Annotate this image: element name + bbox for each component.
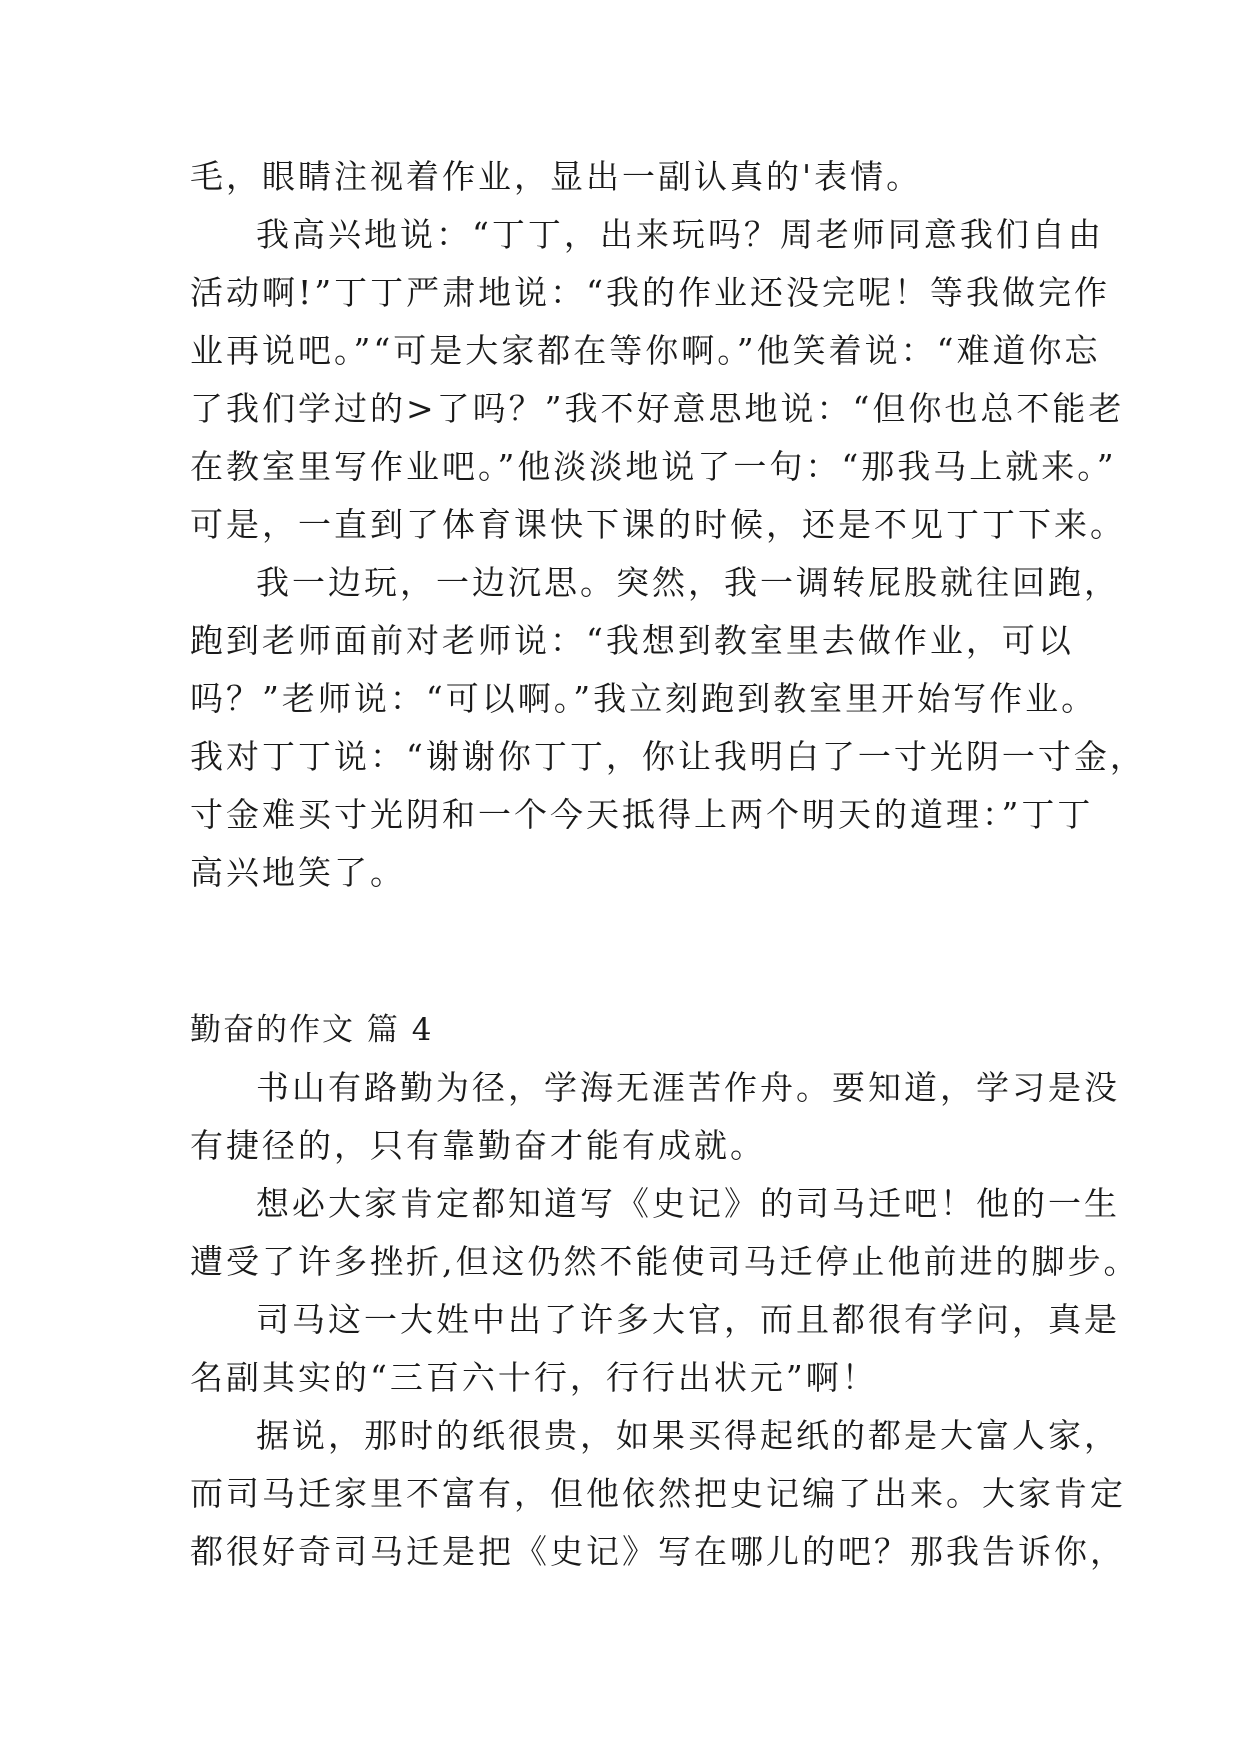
text-line: 我一边玩，一边沉思。突然，我一调转屁股就往回跑， [256, 563, 1120, 602]
text-line: 了我们学过的>了吗？”我不好意思地说：“但你也总不能老 [190, 389, 1125, 428]
text-line: 名副其实的“三百六十行，行行出状元”啊！ [190, 1358, 878, 1397]
text-line: 据说，那时的纸很贵，如果买得起纸的都是大富人家， [256, 1416, 1120, 1455]
text-line: 书山有路勤为径，学海无涯苦作舟。要知道，学习是没 [256, 1068, 1120, 1107]
text-line: 跑到老师面前对老师说：“我想到教室里去做作业，可以 [190, 621, 1074, 660]
text-line: 寸金难买寸光阴和一个今天抵得上两个明天的道理：”丁丁 [190, 795, 1094, 834]
text-line: 都很好奇司马迁是把《史记》写在哪儿的吧？那我告诉你， [190, 1532, 1126, 1571]
section-spacer [190, 902, 1070, 1001]
text-line: 想必大家肯定都知道写《史记》的司马迁吧！他的一生 [256, 1184, 1120, 1223]
text-line: 有捷径的，只有靠勤奋才能有成就。 [190, 1126, 766, 1165]
text-line: 可是，一直到了体育课快下课的时候，还是不见丁丁下来。 [190, 505, 1126, 544]
section-title: 勤奋的作文 篇 4 [190, 1012, 434, 1048]
text-line: 活动啊!”丁丁严肃地说：“我的作业还没完呢！等我做完作 [190, 273, 1111, 312]
text-line: 业再说吧。”“可是大家都在等你啊。”他笑着说：“难道你忘 [190, 331, 1101, 370]
text-line: 我高兴地说：“丁丁，出来玩吗？周老师同意我们自由 [256, 215, 1104, 254]
text-line: 遭受了许多挫折,但这仍然不能使司马迁停止他前进的脚步。 [190, 1242, 1140, 1281]
text-line: 吗？”老师说：“可以啊。”我立刻跑到教室里开始写作业。 [190, 679, 1098, 718]
text-line: 毛，眼睛注视着作业，显出一副认真的'表情。 [190, 157, 923, 196]
text-line: 高兴地笑了。 [190, 853, 406, 892]
text-line: 我对丁丁说：“谢谢你丁丁，你让我明白了一寸光阴一寸金， [190, 737, 1146, 776]
text-line: 司马这一大姓中出了许多大官，而且都很有学问，真是 [256, 1300, 1120, 1339]
text-line: 在教室里写作业吧。”他淡淡地说了一句：“那我马上就来。” [190, 447, 1117, 486]
document-page [190, 148, 1146, 1581]
text-line: 而司马迁家里不富有，但他依然把史记编了出来。大家肯定 [190, 1474, 1126, 1513]
